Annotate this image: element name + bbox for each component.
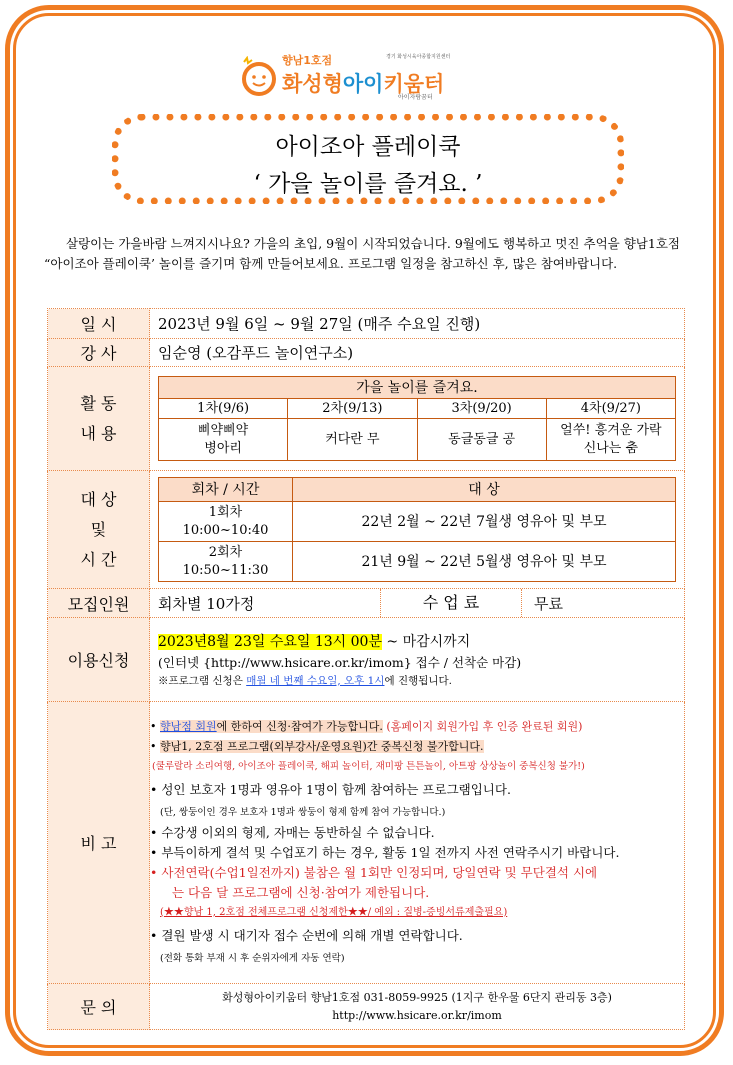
- target-audience: 22년 2월 ~ 22년 7월생 영유아 및 부모: [293, 502, 676, 542]
- session-round: 4차(9/27): [546, 399, 675, 419]
- logo-sub: 아이자람꿈터: [398, 94, 433, 101]
- row-remarks: [48, 702, 685, 984]
- target-time: 10:50~11:30: [182, 562, 269, 578]
- program-table: [47, 308, 685, 1030]
- row-instructor: [48, 339, 685, 367]
- activity-label-2: 내 용: [80, 423, 117, 443]
- remark-6: 수강생 이외의 형제, 자매는 동반하실 수 없습니다.: [161, 824, 435, 840]
- apply-note-schedule: 매월 네 번째 수요일, 오후 1시: [246, 674, 385, 687]
- session-round: 1차(9/6): [159, 399, 288, 419]
- session-content: 삐약삐약 병아리: [159, 419, 288, 461]
- row-contact: [48, 984, 685, 1030]
- activity-label: [48, 367, 150, 471]
- session-content: 동글동글 공: [417, 419, 546, 461]
- apply-note-post: 에 진행됩니다.: [384, 674, 453, 687]
- recruit-value: 회차별 10가정: [158, 594, 255, 613]
- activity-cell: [150, 367, 685, 471]
- target-label-2: 및: [90, 519, 107, 539]
- remark-9: (★★향남 1, 2호점 전체프로그램 신청제한★★/ 예외 : 질병-증빙서류제출필요): [160, 906, 508, 918]
- apply-label: 이용신청: [48, 618, 150, 702]
- recruit-cell: [150, 589, 685, 618]
- target-round: 2회차: [208, 544, 243, 560]
- apply-note-pre: ※프로그램 신청은: [158, 674, 247, 687]
- date-value: 2023년 9월 6일 ~ 9월 27일 (매주 수요일 진행): [150, 309, 685, 339]
- activity-header: 가을 놀이를 즐겨요.: [159, 377, 676, 399]
- logo-tag: 경기 화성시육아종합지원센터: [386, 54, 451, 60]
- row-recruit: [48, 589, 685, 618]
- remark-7: 부득이하게 결석 및 수업포기 하는 경우, 활동 1일 전까지 사전 연락주시기 바랍니다.: [161, 844, 620, 860]
- instructor-label: 강 사: [48, 339, 150, 367]
- contact-url[interactable]: http://www.hsicare.or.kr/imom: [332, 1008, 502, 1022]
- row-activity: [48, 367, 685, 471]
- remark-8a: 사전연락(수업1일전까지) 불참은 월 1회만 인정되며, 당일연락 및 무단결석 시에: [161, 864, 598, 880]
- logo-main-orange: 화성형: [282, 72, 343, 96]
- fee-value: 무료: [534, 594, 563, 613]
- logo: [238, 50, 498, 108]
- target-label-3: 시 간: [80, 549, 117, 569]
- remark-11: (전화 통화 부재 시 후 순위자에게 자동 연락): [160, 952, 345, 964]
- contact-label: 문 의: [48, 984, 150, 1030]
- target-round-cell: [159, 502, 293, 542]
- sun-face-icon: [238, 56, 280, 98]
- apply-start-highlight: 2023년8월 23일 수요일 13시 00분: [158, 633, 382, 650]
- session-content: 커다란 무: [288, 419, 417, 461]
- recruit-label: 모집인원: [48, 589, 150, 618]
- target-cell: [150, 471, 685, 589]
- session-content: 얼쑤! 흥겨운 가락 신나는 춤: [546, 419, 675, 461]
- target-round-cell: [159, 542, 293, 582]
- remark-10: 결원 발생 시 대기자 접수 순번에 의해 개별 연락합니다.: [161, 927, 463, 943]
- session-round: 2차(9/13): [288, 399, 417, 419]
- target-col-round: 회차 / 시간: [159, 478, 293, 502]
- target-label-1: 대 상: [80, 489, 117, 509]
- target-label: [48, 471, 150, 589]
- remark-8b: 는 다음 달 프로그램에 신청·참여가 제한됩니다.: [172, 884, 430, 900]
- date-label: 일 시: [48, 309, 150, 339]
- remark-1-red: (홈페이지 회원가입 후 인증 완료된 회원): [382, 719, 583, 733]
- target-time: 10:00~10:40: [182, 522, 269, 538]
- target-audience: 21년 9월 ~ 22년 5월생 영유아 및 부모: [293, 542, 676, 582]
- row-target: [48, 471, 685, 589]
- remarks-cell: • 향남점 회원에 한하여 신청·참여가 가능합니다. (홈페이지 회원가입 후 인증 완료된 회원) • 향남1, 2호점 프로그램(외부강사/운영요원)간 중복신청 불가합니다. (쿨루랄라 소리여행, 아이조아 플레이쿡, 해피 놀이터, 재미팡 튼튼놀이, 아트팡 상상놀이 중복신청 불가!) • 성인 보호자 1명과 영유아 1명이 함께 참여하는 프로그램입니다. (단, 쌍둥이인 경우 보호자 1명과 쌍둥이 형제 함께 참여 가능합니다.) • 수강생 이외의 형제, 자매는 동반하실 수 없습니다. • 부득이하게 결석 및 수업포기 하는 경우, 활동 1일 전까지 사전 연락주시기 바랍니다. • 사전연락(수업1일전까지) 불참은 월 1회만 인정되며, 당일연락 및 무단결석 시에 는 다음 달 프로그램에 신청·참여가 제한됩니다. (★★향남 1, 2호점 전체프로그램 신청제한★★/ 예외 : 질병-증빙서류제출필요) • 결원 발생 시 대기자 접수 순번에 의해 개별 연락합니다. (전화 통화 부재 시 후 순위자에게 자동 연락): [150, 702, 685, 984]
- apply-cell: [150, 618, 685, 702]
- contact-cell: [150, 984, 685, 1030]
- title-box: [112, 114, 624, 204]
- remarks-label: 비 고: [48, 702, 150, 984]
- target-col-target: 대 상: [293, 478, 676, 502]
- remark-3: (쿨루랄라 소리여행, 아이조아 플레이쿡, 해피 놀이터, 재미팡 튼튼놀이, 아트팡 상상놀이 중복신청 불가!): [152, 760, 585, 772]
- logo-main-blue: 아이: [342, 72, 384, 96]
- page-title: 아이조아 플레이쿡: [275, 134, 461, 160]
- apply-until: ~ 마감시까지: [381, 633, 471, 650]
- row-date: [48, 309, 685, 339]
- contact-info: 화성형아이키움터 향남1호점 031-8059-9925 (1지구 한우물 6단지 관리동 3층): [222, 990, 612, 1004]
- remark-1-text: 에 한하여 신청·참여가 가능합니다.: [216, 719, 383, 733]
- logo-branch: 향남1호점: [282, 54, 333, 67]
- target-table: [158, 477, 676, 582]
- session-round: 3차(9/20): [417, 399, 546, 419]
- apply-method: (인터넷 {http://www.hsicare.or.kr/imom} 접수 / 선착순 마감): [158, 654, 522, 670]
- logo-main-rest: 키움터: [383, 72, 445, 96]
- activity-table: [158, 376, 676, 461]
- instructor-value: 임순영 (오감푸드 놀이연구소): [150, 339, 685, 367]
- fee-label: 수 업 료: [380, 589, 522, 617]
- page-subtitle: ‘ 가을 놀이를 즐겨요. ’: [253, 171, 483, 197]
- remark-4: 성인 보호자 1명과 영유아 1명이 함께 참여하는 프로그램입니다.: [161, 781, 511, 797]
- activity-label-1: 활 동: [80, 393, 117, 413]
- remark-2: 향남1, 2호점 프로그램(외부강사/운영요원)간 중복신청 불가합니다.: [160, 739, 484, 753]
- intro-text: 살랑이는 가을바람 느껴지시나요? 가을의 초입, 9월이 시작되었습니다. 9월에도 행복하고 멋진 추억을 향남1호점 “아이조아 플레이쿡’ 놀이를 즐기며 함께 만들어보세요. 프로그램 일정을 참고하신 후, 많은 참여바랍니다.: [44, 236, 680, 271]
- row-apply: [48, 618, 685, 702]
- remark-5: (단, 쌍둥이인 경우 보호자 1명과 쌍둥이 형제 함께 참여 가능합니다.): [160, 806, 446, 818]
- target-round: 1회차: [208, 504, 243, 520]
- remark-1-member: 향남점 회원: [160, 719, 217, 733]
